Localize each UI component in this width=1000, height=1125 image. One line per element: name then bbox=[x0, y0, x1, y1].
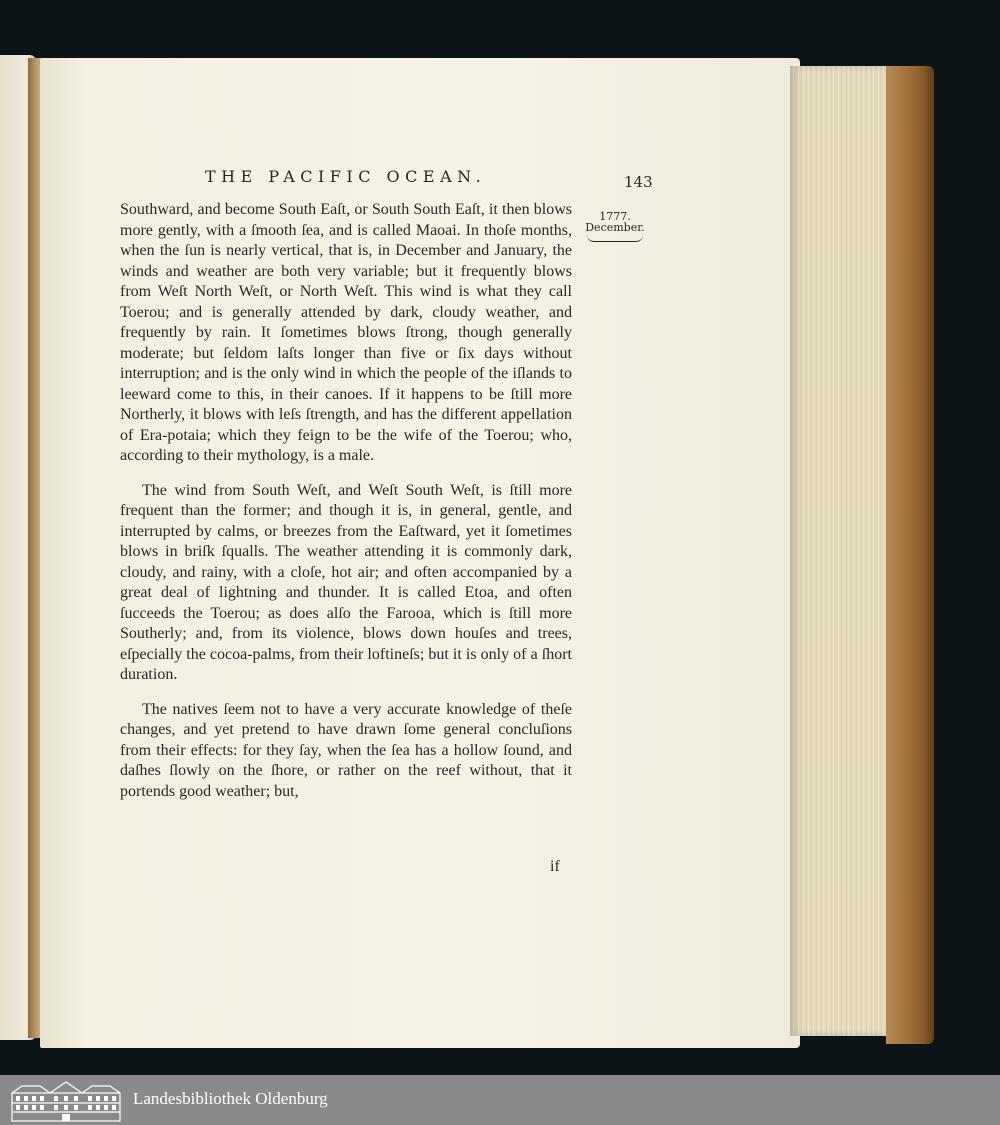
page-fore-edge bbox=[790, 66, 890, 1036]
page-number: 143 bbox=[624, 173, 653, 191]
leather-cover bbox=[886, 66, 934, 1044]
catchword: if bbox=[550, 858, 560, 875]
body-text bbox=[120, 200, 572, 802]
paragraph-2: The wind from South Weſt, and Weſt South Weſt, is ſtill more frequent than the former; and though it is, in general, gentle, and interrupted by calms, or breezes from the Eaſtward, yet it ſometimes blows in briſk ſqualls. The weather attending it is commonly dark, cloudy, and rainy, with a cloſe, hot air; and often accompanied by a great deal of lightning and thunder. It is called Etoa, and often ſucceeds the Toerou; as does alſo the Farooa, which is ſtill more Southerly; and, from its violence, blows down houſes and trees, eſpecially the cocoa-palms, from their loftineſs; but it is only of a ſhort duration. bbox=[120, 481, 572, 683]
library-building-icon bbox=[10, 1079, 122, 1123]
library-name: Landesbibliothek Oldenburg bbox=[133, 1089, 328, 1108]
paragraph-1: Southward, and become South Eaſt, or South South Eaſt, it then blows more gently, with a ſmooth ſea, and is called Maoai. In thoſe months, when the ſun is nearly vertical, that is, in December and January, the winds and weather are both very variable; but it frequently blows from Weſt North Weſt, or North Weſt. This wind is what they call Toerou; and is generally attended by dark, cloudy weather, and frequently by rain. It ſometimes blows ſtrong, though generally moderate; but ſeldom laſts longer than five or ſix days without interruption; and is the only wind in which the people of the iſlands to leeward come to this, in their canoes. If it happens to be ſtill more Northerly, it blows with leſs ſtrength, and has the different appellation of Era-potaia; which they feign to be the wife of the Toerou; who, according to their mythology, is a male. bbox=[120, 201, 572, 464]
running-head: THE PACIFIC OCEAN. bbox=[205, 167, 487, 186]
margin-year: 1777. bbox=[599, 210, 631, 223]
margin-date-note bbox=[585, 211, 645, 242]
margin-month: December. bbox=[585, 221, 645, 234]
margin-brace bbox=[587, 235, 643, 242]
paragraph-3: The natives ſeem not to have a very accurate knowledge of theſe changes, and yet pretend to have drawn ſome general concluſions from their effects: for they ſay, when the ſea has a hollow ſound, and daſhes ſlowly on the ſhore, or rather on the reef without, that it portends good weather; but, bbox=[120, 700, 572, 800]
